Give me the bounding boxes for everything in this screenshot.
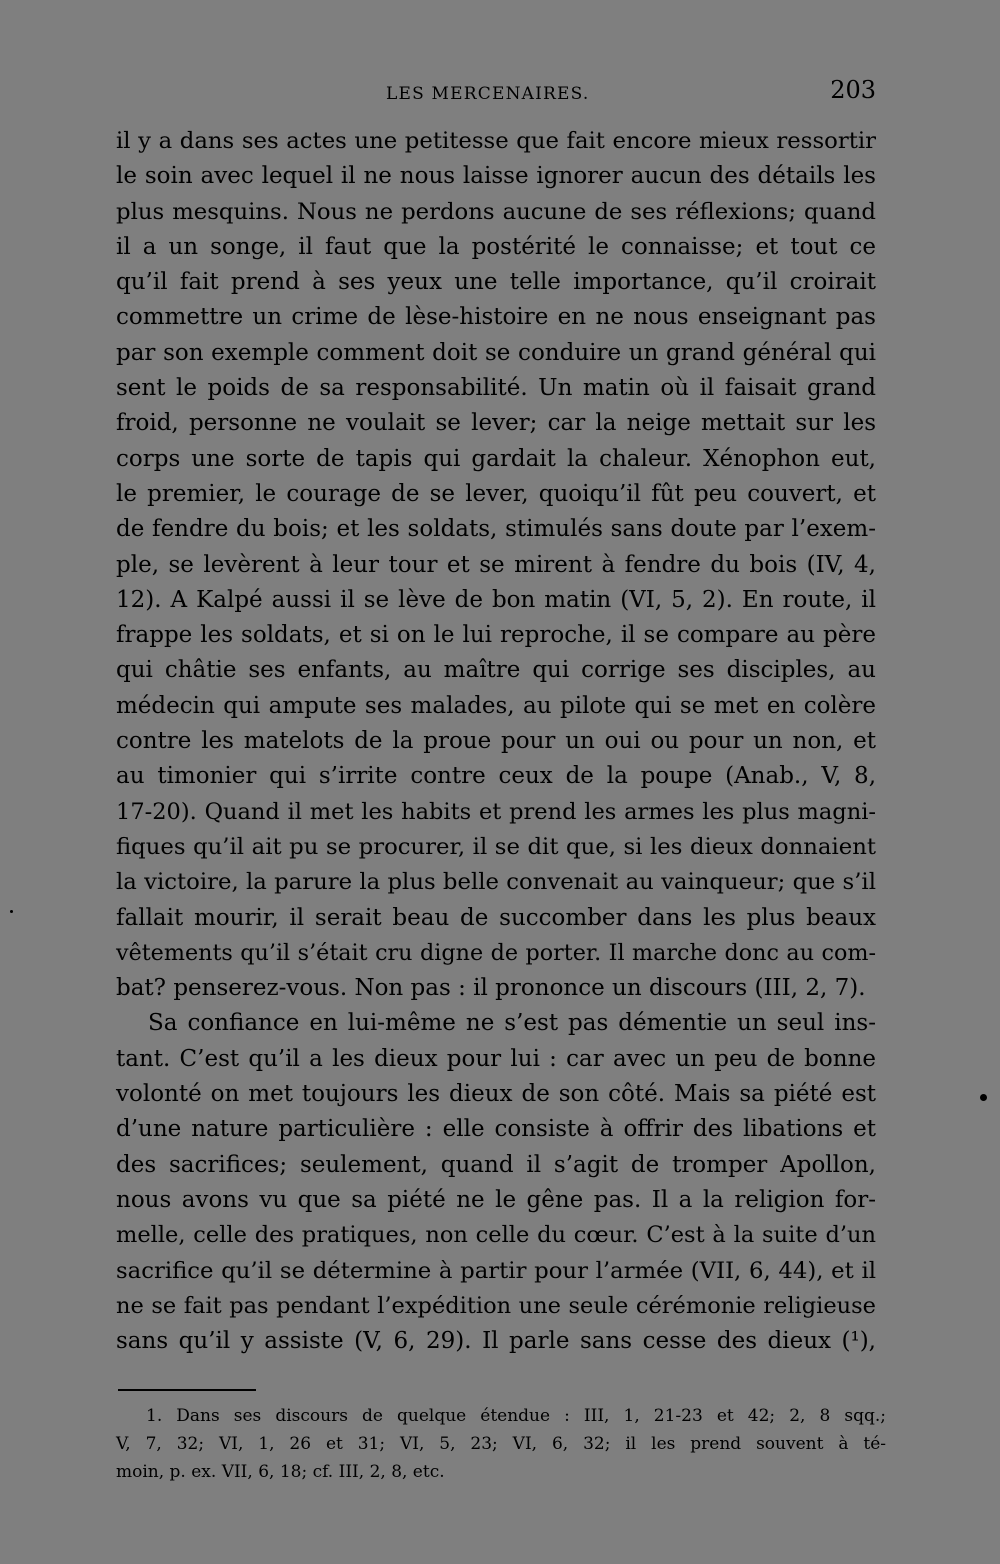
text-line: Sa confiance en lui-même ne s’est pas démentie un seul ins- — [148, 1010, 876, 1037]
text-line: de fendre du bois; et les soldats, stimulés sans doute par l’exem- — [116, 516, 876, 543]
text-line: qu’il fait prend à ses yeux une telle importance, qu’il croirait — [116, 269, 876, 296]
text-line: volonté on met toujours les dieux de son côté. Mais sa piété est — [116, 1081, 876, 1108]
scan-speck — [10, 910, 13, 913]
text-line: d’une nature particulière : elle consiste à offrir des libations et — [116, 1116, 876, 1143]
scan-speck — [980, 1094, 987, 1101]
text-line: par son exemple comment doit se conduire un grand général qui — [116, 339, 876, 366]
text-line: ple, se levèrent à leur tour et se mirent à fendre du bois (IV, 4, — [116, 551, 876, 578]
text-line: 17-20). Quand il met les habits et prend les armes les plus magni- — [116, 798, 876, 825]
text-line: médecin qui ampute ses malades, au pilote qui se met en colère — [116, 692, 876, 719]
text-line: contre les matelots de la proue pour un oui ou pour un non, et — [116, 728, 876, 755]
text-line: qui châtie ses enfants, au maître qui corrige ses disciples, au — [116, 657, 876, 684]
text-line: fallait mourir, il serait beau de succomber dans les plus beaux — [116, 904, 876, 931]
text-line: le soin avec lequel il ne nous laisse ignorer aucun des détails les — [116, 163, 876, 190]
footnote-line: 1. Dans ses discours de quelque étendue : III, 1, 21-23 et 42; 2, 8 sqq.; — [146, 1406, 886, 1426]
text-line: il y a dans ses actes une petitesse que fait encore mieux ressortir — [116, 128, 876, 154]
running-head: LES MERCENAIRES. — [386, 84, 590, 104]
text-line: sent le poids de sa responsabilité. Un matin où il faisait grand — [116, 375, 876, 402]
text-line: commettre un crime de lèse-histoire en ne nous enseignant pas — [116, 304, 876, 331]
text-line: bat? penserez-vous. Non pas : il prononce un discours (III, 2, 7). — [116, 975, 866, 1002]
text-line: melle, celle des pratiques, non celle du cœur. C’est à la suite d’un — [116, 1222, 876, 1249]
text-line: froid, personne ne voulait se lever; car la neige mettait sur les — [116, 410, 876, 437]
text-line: des sacrifices; seulement, quand il s’agit de tromper Apollon, — [116, 1151, 876, 1178]
footnote-line: V, 7, 32; VI, 1, 26 et 31; VI, 5, 23; VI, 6, 32; il les prend souvent à té- — [116, 1434, 886, 1454]
text-line: plus mesquins. Nous ne perdons aucune de ses réflexions; quand — [116, 198, 876, 225]
text-line: corps une sorte de tapis qui gardait la chaleur. Xénophon eut, — [116, 445, 876, 472]
text-line: la victoire, la parure la plus belle convenait au vainqueur; que s’il — [116, 869, 876, 896]
body-text — [116, 124, 876, 1359]
text-line: 12). A Kalpé aussi il se lève de bon matin (VI, 5, 2). En route, il — [116, 586, 876, 613]
page-header — [116, 76, 876, 108]
page-number: 203 — [830, 76, 876, 104]
text-line: vêtements qu’il s’était cru digne de porter. Il marche donc au com- — [116, 939, 876, 966]
text-line: nous avons vu que sa piété ne le gêne pas. Il a la religion for- — [116, 1186, 876, 1213]
text-line: sans qu’il y assiste (V, 6, 29). Il parle sans cesse des dieux (¹), — [116, 1328, 876, 1355]
footnote-line: moin, p. ex. VII, 6, 18; cf. III, 2, 8, etc. — [116, 1462, 445, 1482]
text-line: tant. C’est qu’il a les dieux pour lui : car avec un peu de bonne — [116, 1045, 876, 1072]
text-line: au timonier qui s’irrite contre ceux de la poupe (Anab., V, 8, — [116, 763, 876, 790]
text-line: sacrifice qu’il se détermine à partir pour l’armée (VII, 6, 44), et il — [116, 1257, 876, 1284]
text-line: le premier, le courage de se lever, quoiqu’il fût peu couvert, et — [116, 480, 876, 507]
footnotes — [116, 1402, 886, 1486]
text-line: frappe les soldats, et si on le lui reproche, il se compare au père — [116, 622, 876, 649]
footnote-separator — [118, 1389, 256, 1391]
text-line: fiques qu’il ait pu se procurer, il se dit que, si les dieux donnaient — [116, 833, 876, 860]
text-line: il a un songe, il faut que la postérité le connaisse; et tout ce — [116, 233, 876, 260]
text-line: ne se fait pas pendant l’expédition une seule cérémonie religieuse — [116, 1292, 876, 1319]
